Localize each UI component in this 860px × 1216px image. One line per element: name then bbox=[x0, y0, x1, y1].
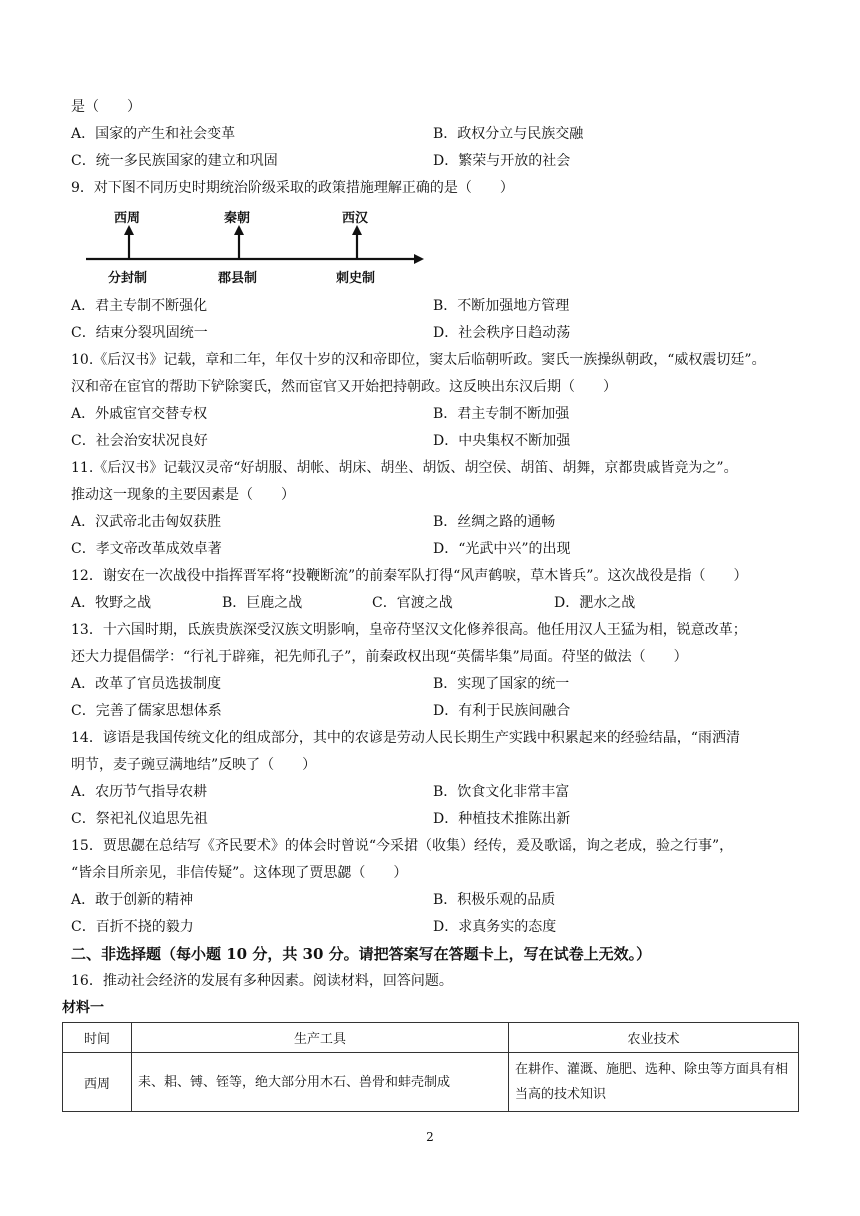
q8-option-c: C．统一多民族国家的建立和巩固 bbox=[71, 153, 278, 169]
q14-stem-line1: 14．谚语是我国传统文化的组成部分，其中的农谚是劳动人民长期生产实践中积累起来的经验结晶，“雨洒清 bbox=[71, 730, 740, 746]
q13-stem-line2: 还大力提倡儒学：“行礼于辟雍，祀先师孔子”，前秦政权出现“英儒毕集”局面。苻坚的做法（ ） bbox=[71, 649, 688, 665]
q11-option-a: A．汉武帝北击匈奴获胜 bbox=[71, 514, 222, 530]
q13-option-a: A．改革了官员选拔制度 bbox=[71, 676, 222, 692]
q14-option-c: C．祭祀礼仪追思先祖 bbox=[71, 811, 208, 827]
cell-tools: 耒、耜、镈、铚等，绝大部分用木石、兽骨和蚌壳制成 bbox=[132, 1053, 509, 1112]
q15-option-a: A．敢于创新的精神 bbox=[71, 892, 194, 908]
q15-stem-line2: “皆余目所亲见，非信传疑”。这体现了贾思勰（ ） bbox=[71, 865, 408, 881]
header-time: 时间 bbox=[63, 1023, 132, 1053]
q12-option-b: B．巨鹿之战 bbox=[222, 595, 303, 611]
cell-tech: 在耕作、灌溉、施肥、选种、除虫等方面具有相当高的技术知识 bbox=[509, 1053, 799, 1112]
q12-option-d: D．淝水之战 bbox=[554, 595, 636, 611]
cell-time: 西周 bbox=[63, 1053, 132, 1112]
q15-option-c: C．百折不挠的毅力 bbox=[71, 919, 194, 935]
q8-option-a: A．国家的产生和社会变革 bbox=[71, 126, 236, 142]
q13-option-b: B．实现了国家的统一 bbox=[433, 676, 570, 692]
q14-option-d: D．种植技术推陈出新 bbox=[433, 811, 571, 827]
q10-option-c: C．社会治安状况良好 bbox=[71, 433, 208, 449]
q13-stem-line1: 13．十六国时期，氐族贵族深受汉族文明影响，皇帝苻坚汉文化修养很高。他任用汉人王猛为相，锐意改革； bbox=[71, 622, 747, 638]
timeline-bottom-label-1: 分封制 bbox=[108, 271, 148, 286]
page-number: 2 bbox=[426, 1130, 434, 1144]
header-tech: 农业技术 bbox=[509, 1023, 799, 1053]
q12-option-c: C．官渡之战 bbox=[372, 595, 453, 611]
q12-option-a: A．牧野之战 bbox=[71, 595, 152, 611]
timeline-top-label-3: 西汉 bbox=[342, 211, 369, 226]
q14-option-b: B．饮食文化非常丰富 bbox=[433, 784, 570, 800]
timeline-bottom-label-2: 郡县制 bbox=[218, 271, 258, 286]
timeline-top-label-1: 西周 bbox=[114, 211, 141, 226]
timeline-bottom-label-3: 刺史制 bbox=[336, 271, 376, 286]
q10-option-a: A．外戚宦官交替专权 bbox=[71, 406, 208, 422]
table-header-row bbox=[63, 1023, 799, 1053]
q14-stem-line2: 明节，麦子豌豆满地结”反映了（ ） bbox=[71, 757, 317, 773]
q10-option-d: D．中央集权不断加强 bbox=[433, 433, 571, 449]
q10-option-b: B．君主专制不断加强 bbox=[433, 406, 570, 422]
q16-stem: 16．推动社会经济的发展有多种因素。阅读材料，回答问题。 bbox=[71, 973, 453, 989]
q11-option-b: B．丝绸之路的通畅 bbox=[433, 514, 556, 530]
q9-option-b: B．不断加强地方管理 bbox=[433, 298, 570, 314]
q15-option-b: B．积极乐观的品质 bbox=[433, 892, 556, 908]
q10-stem-line2: 汉和帝在宦官的帮助下铲除窦氏，然而宦官又开始把持朝政。这反映出东汉后期（ ） bbox=[71, 379, 617, 395]
q11-option-d: D．“光武中兴”的出现 bbox=[433, 541, 571, 557]
q10-stem-line1: 10.《后汉书》记载，章和二年，年仅十岁的汉和帝即位，窦太后临朝听政。窦氏一族操纵朝政，“威权震切廷”。 bbox=[71, 352, 766, 368]
section2-heading: 二、非选择题（每小题 10 分，共 30 分。请把答案写在答题卡上，写在试卷上无效。） bbox=[71, 945, 652, 963]
q8-option-d: D．繁荣与开放的社会 bbox=[433, 153, 571, 169]
q8-option-b: B．政权分立与民族交融 bbox=[433, 126, 584, 142]
q13-option-c: C．完善了儒家思想体系 bbox=[71, 703, 222, 719]
q9-option-d: D．社会秩序日趋动荡 bbox=[433, 325, 571, 341]
q11-option-c: C．孝文帝改革成效卓著 bbox=[71, 541, 222, 557]
q15-stem-line1: 15．贾思勰在总结写《齐民要术》的体会时曾说“今采捃（收集）经传，爰及歌谣，询之老成，验之行事”， bbox=[71, 838, 734, 854]
q8-stem-tail: 是（ ） bbox=[71, 99, 141, 115]
q9-stem: 9．对下图不同历史时期统治阶级采取的政策措施理解正确的是（ ） bbox=[71, 180, 514, 196]
q12-stem: 12．谢安在一次战役中指挥晋军将“投鞭断流”的前秦军队打得“风声鹤唳，草木皆兵”。这次战役是指（ ） bbox=[71, 568, 748, 584]
material-label: 材料一 bbox=[62, 1000, 104, 1016]
q14-option-a: A．农历节气指导农耕 bbox=[71, 784, 208, 800]
table-row bbox=[63, 1053, 799, 1112]
q9-option-c: C．结束分裂巩固统一 bbox=[71, 325, 208, 341]
q11-stem-line1: 11.《后汉书》记载汉灵帝“好胡服、胡帐、胡床、胡坐、胡饭、胡空侯、胡笛、胡舞，京都贵戚皆竞为之”。 bbox=[71, 460, 738, 476]
q11-stem-line2: 推动这一现象的主要因素是（ ） bbox=[71, 487, 295, 503]
material-table bbox=[62, 1022, 799, 1112]
q15-option-d: D．求真务实的态度 bbox=[433, 919, 557, 935]
timeline-top-label-2: 秦朝 bbox=[224, 211, 251, 226]
q9-option-a: A．君主专制不断强化 bbox=[71, 298, 208, 314]
q13-option-d: D．有利于民族间融合 bbox=[433, 703, 571, 719]
header-tools: 生产工具 bbox=[132, 1023, 509, 1053]
